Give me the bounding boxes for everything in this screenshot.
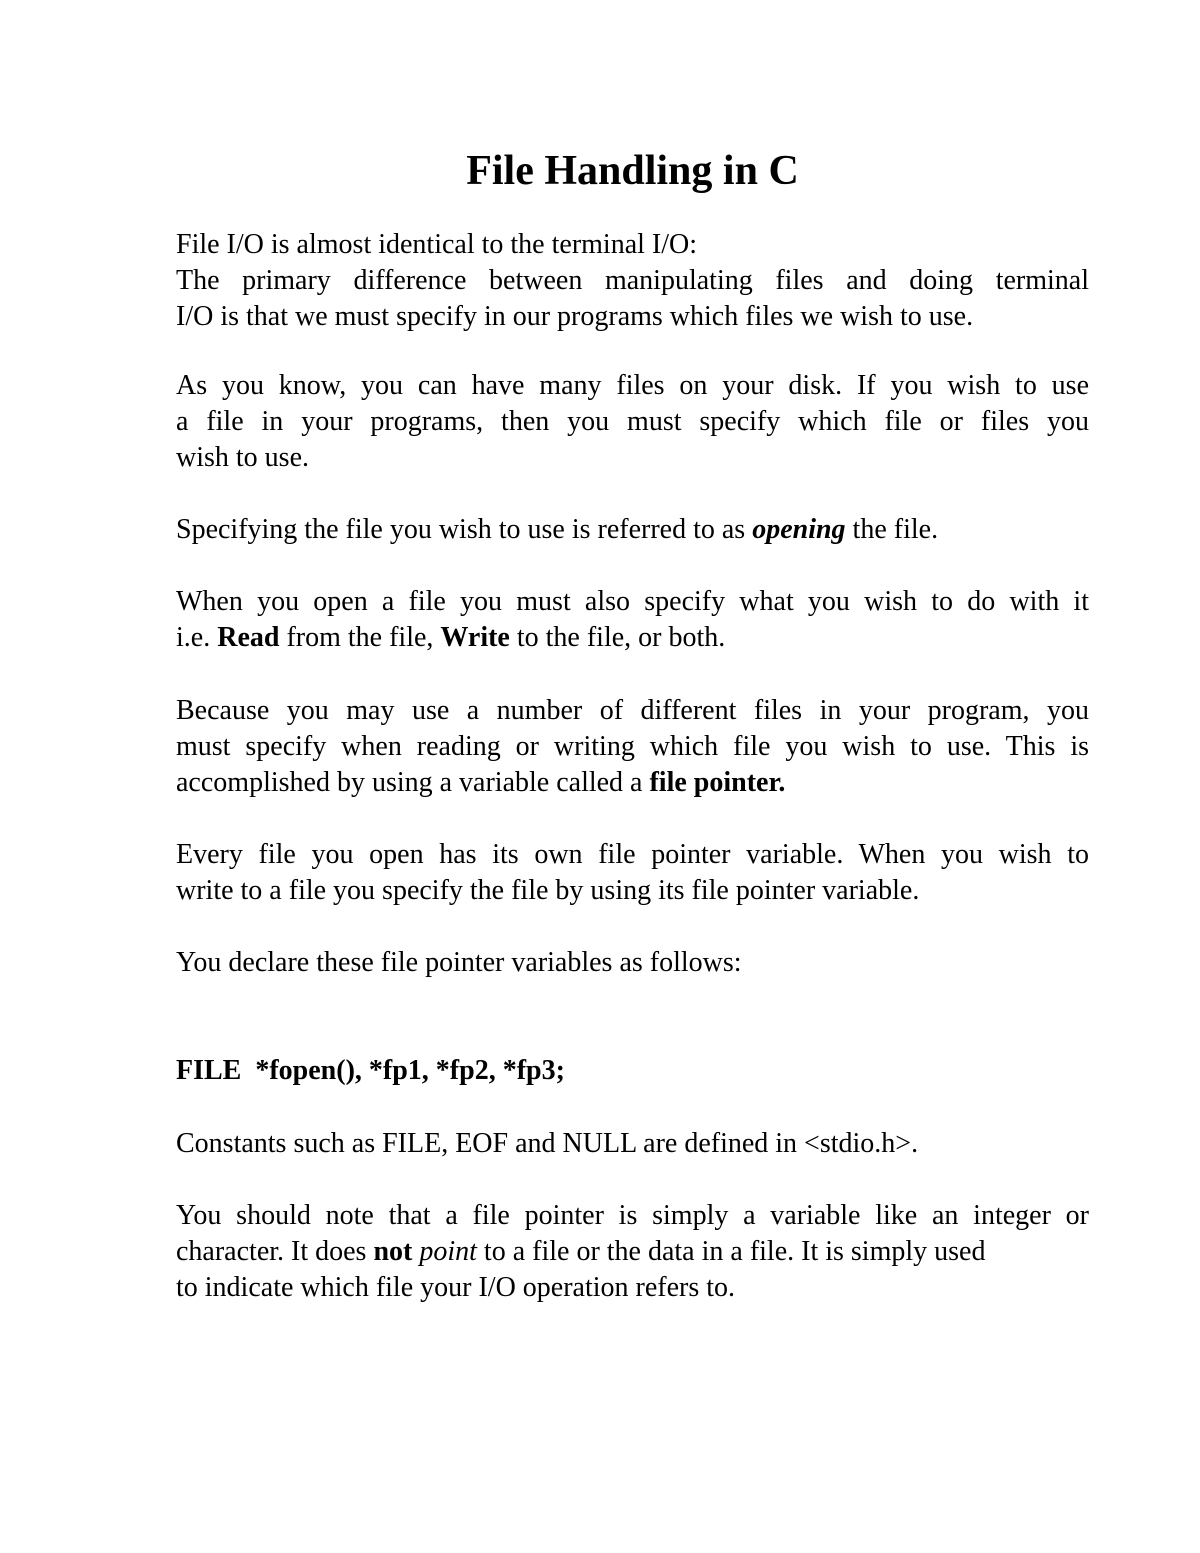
code-declaration	[176, 1053, 1089, 1089]
intro-line-2: The primary difference between manipulating files and doing terminal	[176, 265, 1089, 296]
read-write-mid: from the file,	[279, 622, 441, 653]
pointer-variable-line-1: Every file you open has its own file pointer variable. When you wish to	[176, 839, 1089, 870]
code-declarations: *fopen(), *fp1, *fp2, *fp3;	[255, 1055, 565, 1086]
read-write-line-2	[176, 620, 1089, 656]
note-line-2	[176, 1234, 1089, 1270]
not-term: not	[373, 1236, 413, 1267]
page-title: File Handling in C	[466, 148, 799, 194]
code-keyword: FILE	[176, 1055, 242, 1086]
declare-line: You declare these file pointer variables as follows:	[176, 947, 742, 978]
many-files-line-2: a file in your programs, then you must specify which file or files you	[176, 406, 1089, 437]
many-files-line-3: wish to use.	[176, 442, 309, 473]
code-line	[176, 1053, 1089, 1089]
point-term: point	[419, 1236, 477, 1267]
note-line-1: You should note that a file pointer is simply a variable like an integer or	[176, 1200, 1089, 1231]
read-write-end: to the file, or both.	[509, 622, 726, 653]
opening-emphasis: opening	[752, 514, 846, 545]
file-pointer-line-1: Because you may use a number of different files in your program, you	[176, 695, 1089, 726]
paragraph-constants	[176, 1126, 1089, 1162]
file-pointer-line-2: must specify when reading or writing which file you wish to use. This is	[176, 731, 1089, 762]
paragraph-file-pointer	[176, 693, 1089, 801]
paragraph-many-files	[176, 368, 1089, 476]
pointer-variable-line-2: write to a file you specify the file by using its file pointer variable.	[176, 875, 920, 906]
paragraph-read-write	[176, 584, 1089, 656]
paragraph-note	[176, 1198, 1089, 1306]
note-line-2-end: to a file or the data in a file. It is simply used	[476, 1236, 986, 1267]
many-files-line-1: As you know, you can have many files on your disk. If you wish to use	[176, 370, 1089, 401]
intro-line-3: I/O is that we must specify in our programs which files we wish to use.	[176, 301, 974, 332]
opening-text-before: Specifying the file you wish to use is referred to as	[176, 514, 753, 545]
paragraph-opening	[176, 512, 1089, 548]
read-write-line-1: When you open a file you must also specify what you wish to do with it	[176, 586, 1089, 617]
opening-line	[176, 512, 1089, 548]
note-line-2-start: character. It does	[176, 1236, 374, 1267]
paragraph-declare	[176, 945, 1089, 981]
file-pointer-line-3	[176, 765, 1089, 801]
note-line-3: to indicate which file your I/O operation refers to.	[176, 1272, 736, 1303]
read-term: Read	[217, 622, 280, 653]
write-term: Write	[440, 622, 510, 653]
file-pointer-line-3-start: accomplished by using a variable called a	[176, 767, 650, 798]
paragraph-intro	[176, 227, 1089, 335]
file-pointer-term: file pointer.	[649, 767, 786, 798]
opening-text-after: the file.	[845, 514, 939, 545]
constants-line: Constants such as FILE, EOF and NULL are defined in <stdio.h>.	[176, 1128, 919, 1159]
read-write-start: i.e.	[176, 622, 218, 653]
intro-line-1: File I/O is almost identical to the terminal I/O:	[176, 229, 698, 260]
paragraph-pointer-variable	[176, 837, 1089, 909]
